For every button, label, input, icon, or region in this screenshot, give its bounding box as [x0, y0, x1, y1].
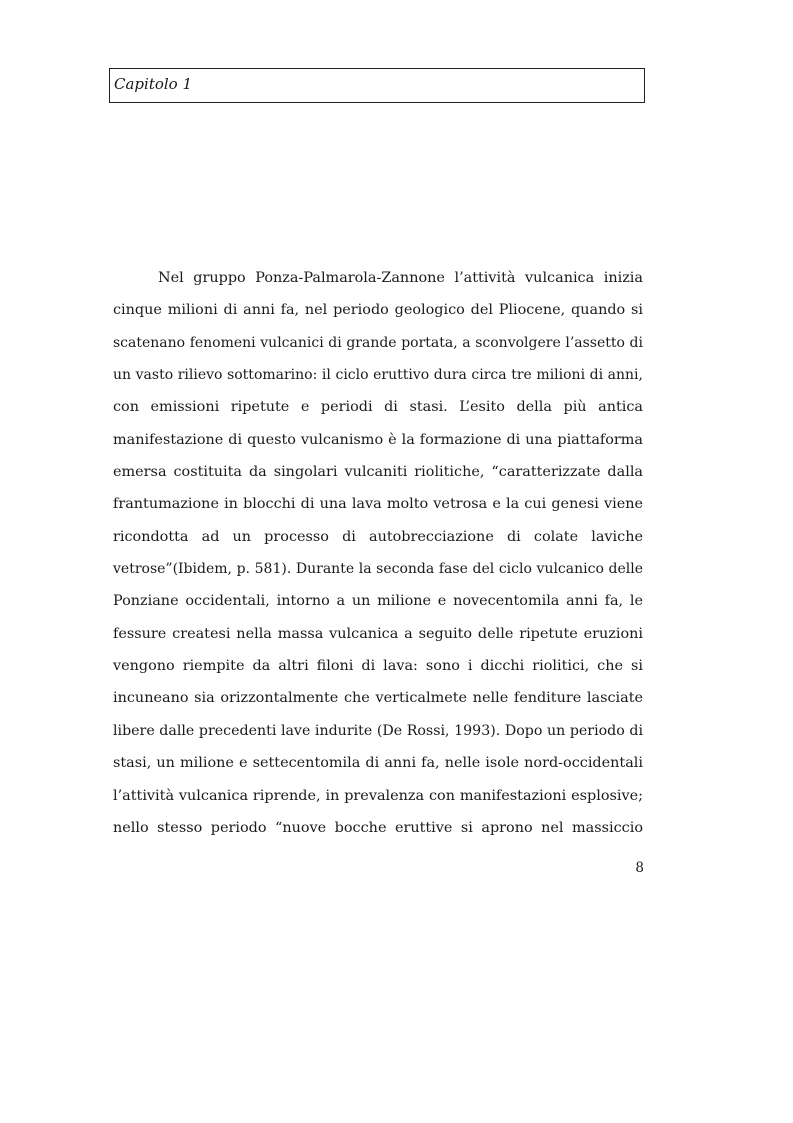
body-paragraph [113, 262, 643, 844]
page-number: 8 [635, 860, 644, 876]
paragraph-line: nello stesso periodo “nuove bocche eruttive si aprono nel massiccio [113, 819, 643, 836]
paragraph-line: cinque milioni di anni fa, nel periodo geologico del Pliocene, quando si [113, 302, 643, 319]
paragraph-line: libere dalle precedenti lave indurite (De Rossi, 1993). Dopo un periodo di [113, 722, 643, 739]
paragraph-line: l’attività vulcanica riprende, in prevalenza con manifestazioni esplosive; [113, 787, 643, 804]
paragraph-line: fessure createsi nella massa vulcanica a seguito delle ripetute eruzioni [113, 625, 643, 642]
paragraph-line: incuneano sia orizzontalmente che verticalmete nelle fenditure lasciate [113, 690, 643, 707]
paragraph-line: scatenano fenomeni vulcanici di grande portata, a sconvolgere l’assetto di [113, 334, 643, 351]
paragraph-line: vengono riempite da altri filoni di lava: sono i dicchi riolitici, che si [113, 658, 643, 675]
paragraph-line: frantumazione in blocchi di una lava molto vetrosa e la cui genesi viene [113, 496, 643, 513]
paragraph-line: con emissioni ripetute e periodi di stasi. L’esito della più antica [113, 399, 643, 416]
paragraph-line: ricondotta ad un processo di autobrecciazione di colate laviche [113, 528, 643, 545]
paragraph-line: Ponziane occidentali, intorno a un milione e novecentomila anni fa, le [113, 593, 643, 610]
paragraph-line: emersa costituita da singolari vulcaniti riolitiche, “caratterizzate dalla [113, 464, 643, 481]
paragraph-line: vetrose”(Ibidem, p. 581). Durante la seconda fase del ciclo vulcanico delle [113, 561, 643, 578]
paragraph-line: manifestazione di questo vulcanismo è la formazione di una piattaforma [113, 431, 643, 448]
paragraph-line: stasi, un milione e settecentomila di anni fa, nelle isole nord-occidentali [113, 755, 643, 772]
chapter-title: Capitolo 1 [114, 75, 193, 93]
chapter-header-box [109, 68, 645, 103]
paragraph-line: Nel gruppo Ponza-Palmarola-Zannone l’attività vulcanica inizia [158, 270, 643, 286]
paragraph-line: un vasto rilievo sottomarino: il ciclo eruttivo dura circa tre milioni di anni, [113, 367, 643, 384]
